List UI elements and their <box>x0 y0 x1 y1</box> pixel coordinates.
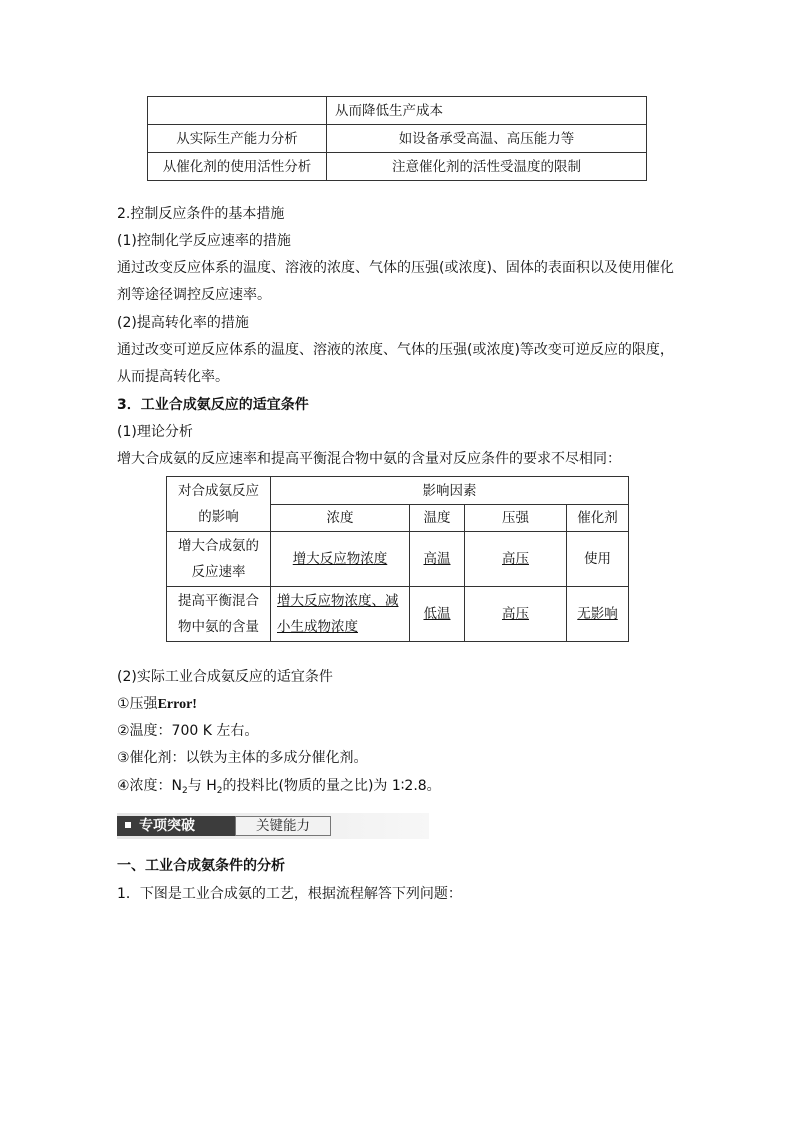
paragraph-line: 从而提高转化率。 <box>117 369 229 385</box>
question-1: 1．下图是工业合成氨的工艺，根据流程解答下列问题： <box>117 886 462 902</box>
table-row-label <box>167 532 271 587</box>
subheading-theory: (1)理论分析 <box>117 424 193 440</box>
part-1-title: 一、工业合成氨条件的分析 <box>117 858 285 874</box>
label-line: 提高平衡混合 <box>178 593 259 609</box>
conditions-table <box>147 96 647 181</box>
answer-text: 增大反应物浓度、减 <box>277 593 399 609</box>
table-header-cell: 压强 <box>465 505 567 532</box>
answer-text: 低温 <box>423 606 451 622</box>
table-cell: 使用 <box>567 532 629 587</box>
item-text: ④浓度：N <box>117 778 183 794</box>
subheading-conversion: (2)提高转化率的措施 <box>117 315 249 331</box>
answer-text: 高压 <box>502 551 529 567</box>
table-cell <box>271 532 410 587</box>
item-pressure <box>117 694 197 715</box>
paragraph-line: 增大合成氨的反应速率和提高平衡混合物中氨的含量对反应条件的要求不尽相同： <box>117 451 621 467</box>
table-row <box>148 153 647 181</box>
table-row <box>148 97 647 125</box>
table-cell: 从实际生产能力分析 <box>148 125 327 153</box>
error-text: Error! <box>157 697 197 712</box>
table-row <box>167 587 629 642</box>
section-2-title: 2.控制反应条件的基本措施 <box>117 206 285 222</box>
answer-text: 高压 <box>502 606 529 622</box>
table-cell <box>567 587 629 642</box>
ammonia-conditions-table <box>166 476 629 642</box>
table-cell <box>271 587 410 642</box>
label-line: 物中氨的含量 <box>178 619 259 635</box>
table-cell <box>465 587 567 642</box>
table-row <box>167 477 629 505</box>
table-cell: 注意催化剂的活性受温度的限制 <box>327 153 647 181</box>
item-temperature: ②温度：700 K 左右。 <box>117 723 259 739</box>
table-cell: 从催化剂的使用活性分析 <box>148 153 327 181</box>
section-banner <box>117 813 429 839</box>
table-header-cell: 影响因素 <box>271 477 629 505</box>
answer-text: 增大反应物浓度 <box>292 551 388 567</box>
table-row <box>148 125 647 153</box>
answer-text: 无影响 <box>577 606 618 622</box>
table-header-cell: 温度 <box>410 505 465 532</box>
table-header-cell: 浓度 <box>271 505 410 532</box>
subscript: 2 <box>182 786 188 796</box>
table-header-cell <box>167 477 271 532</box>
paragraph-line: 剂等途径调控反应速率。 <box>117 287 271 303</box>
banner-dark-label <box>117 816 235 836</box>
table-cell <box>148 97 327 125</box>
item-catalyst: ③催化剂：以铁为主体的多成分催化剂。 <box>117 750 368 766</box>
banner-dark-text: 专项突破 <box>139 818 195 834</box>
table-cell <box>410 587 465 642</box>
table-cell <box>410 532 465 587</box>
table-row-label <box>167 587 271 642</box>
section-3-title: 3．工业合成氨反应的适宜条件 <box>117 397 309 413</box>
table-cell: 如设备承受高温、高压能力等 <box>327 125 647 153</box>
item-text: ①压强 <box>117 696 158 712</box>
item-concentration <box>117 776 441 801</box>
answer-text: 高温 <box>423 551 451 567</box>
header-line: 对合成氨反应 <box>178 483 259 499</box>
label-line: 增大合成氨的 <box>178 538 259 554</box>
subscript: 2 <box>216 786 223 796</box>
subheading-practical: (2)实际工业合成氨反应的适宜条件 <box>117 669 333 685</box>
paragraph-line: 通过改变可逆反应体系的温度、溶液的浓度、气体的压强(或浓度)等改变可逆反应的限度， <box>117 342 674 358</box>
table-header-cell: 催化剂 <box>567 505 629 532</box>
header-line: 的影响 <box>198 509 239 525</box>
paragraph-line: 通过改变反应体系的温度、溶液的浓度、气体的压强(或浓度)、固体的表面积以及使用催化 <box>117 260 674 276</box>
square-icon <box>125 822 131 828</box>
label-line: 反应速率 <box>191 564 246 580</box>
banner-light-label: 关键能力 <box>235 816 331 836</box>
answer-text: 小生成物浓度 <box>277 619 358 635</box>
table-cell <box>465 532 567 587</box>
table-cell: 从而降低生产成本 <box>327 97 647 125</box>
item-text: 与 H <box>187 778 217 794</box>
table-row <box>167 532 629 587</box>
item-text: 的投料比(物质的量之比)为 1∶2.8。 <box>222 778 441 794</box>
subheading-rate: (1)控制化学反应速率的措施 <box>117 233 291 249</box>
